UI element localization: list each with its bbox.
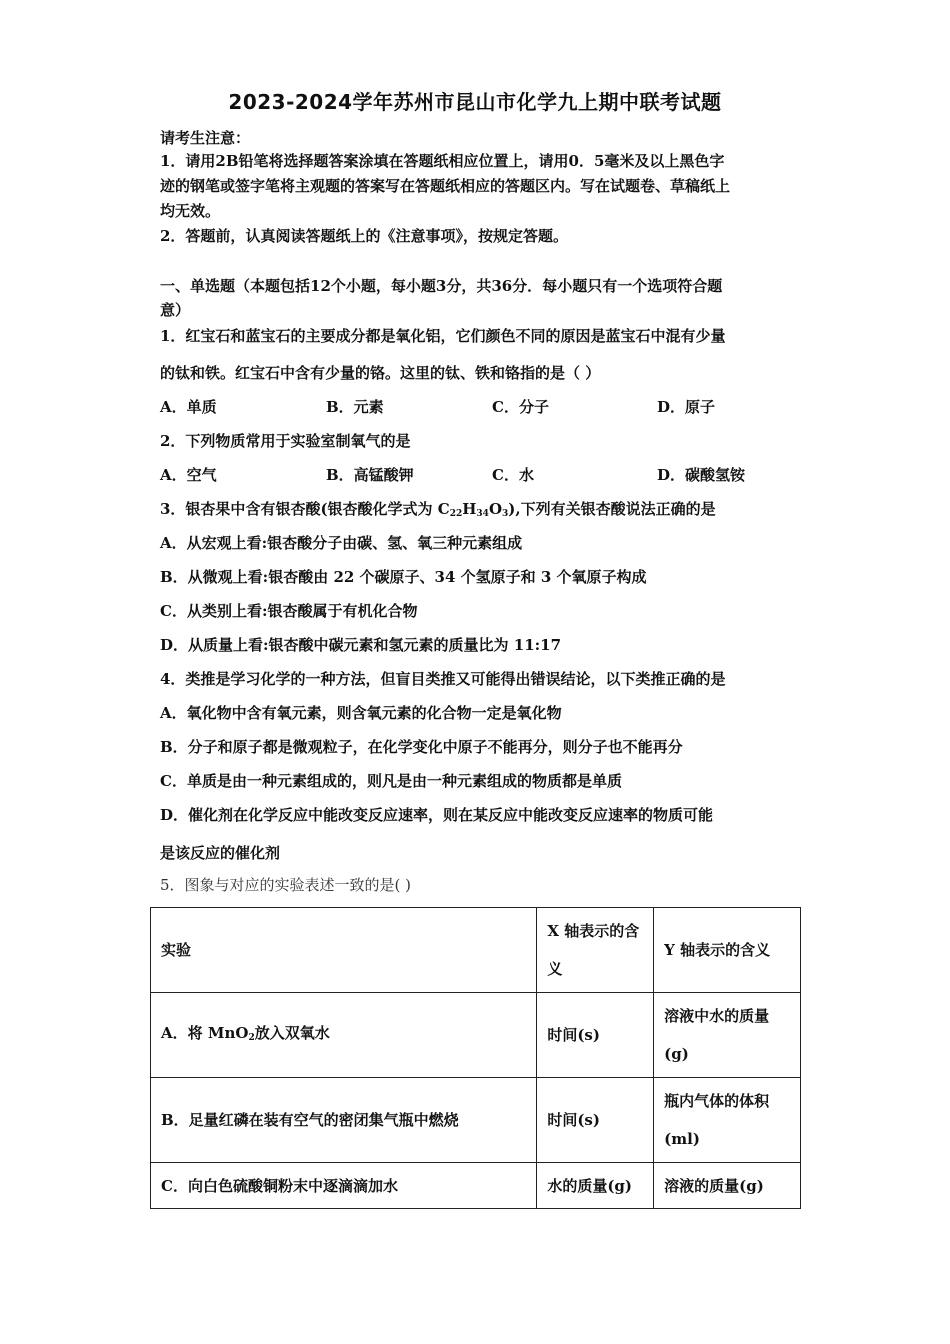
row-b-x: 时间(s) [537, 1078, 654, 1163]
q3-sub-c: 22 [449, 509, 463, 519]
notice-line-2: 迹的钢笔或签字笔将主观题的答案写在答题纸相应的答题区内。写在试题卷、草稿纸上 [160, 177, 731, 195]
row-a-x: 时间(s) [537, 993, 654, 1078]
row-c-experiment: C．向白色硫酸铜粉末中逐滴滴加水 [151, 1163, 537, 1209]
row-a-sub: 2 [248, 1032, 255, 1043]
table-row [151, 993, 801, 1078]
q1-option-a: A．单质 [160, 398, 217, 416]
q4-option-b: B．分子和原子都是微观粒子，在化学变化中原子不能再分，则分子也不能再分 [160, 738, 683, 756]
q3-stem-pre: 3．银杏果中含有银杏酸(银杏酸化学式为 C [160, 500, 450, 518]
q3-option-d: D．从质量上看:银杏酸中碳元素和氢元素的质量比为 11:17 [160, 636, 562, 654]
q3-sub-o: 3 [502, 509, 509, 519]
header-experiment: 实验 [151, 908, 537, 993]
q4-option-d: D．催化剂在化学反应中能改变反应速率，则在某反应中能改变反应速率的物质可能 [160, 806, 714, 824]
q1-stem: 1．红宝石和蓝宝石的主要成分都是氧化铝，它们颜色不同的原因是蓝宝石中混有少量 [160, 327, 726, 345]
table-row [151, 1078, 801, 1163]
q5-stem: 5．图象与对应的实验表述一致的是( ) [160, 876, 412, 894]
notice-line-1: 1．请用2B铅笔将选择题答案涂填在答题纸相应位置上，请用0．5毫米及以上黑色字 [160, 152, 725, 170]
q1-option-c: C．分子 [492, 398, 549, 416]
page-title: 2023-2024学年苏州市昆山市化学九上期中联考试题 [228, 90, 722, 114]
header-y-axis: Y 轴表示的含义 [654, 908, 801, 993]
row-b-y: 瓶内气体的体积(ml) [654, 1078, 801, 1163]
q3-sub-h: 34 [476, 509, 489, 519]
q2-option-b: B．高锰酸钾 [326, 466, 414, 484]
q2-stem: 2．下列物质常用于实验室制氧气的是 [160, 432, 411, 450]
q1-stem-cont: 的钛和铁。红宝石中含有少量的铬。这里的钛、铁和铬指的是（ ） [160, 364, 601, 382]
q2-option-c: C．水 [492, 466, 534, 484]
section-heading-cont: 意） [160, 301, 191, 319]
q4-stem: 4．类推是学习化学的一种方法，但盲目类推又可能得出错误结论，以下类推正确的是 [160, 670, 726, 688]
q1-option-d: D．原子 [657, 398, 716, 416]
section-heading: 一、单选题（本题包括12个小题，每小题3分，共36分．每小题只有一个选项符合题 [160, 277, 723, 295]
table-row [151, 1163, 801, 1209]
q3-option-c: C．从类别上看:银杏酸属于有机化合物 [160, 602, 418, 620]
q2-option-d: D．碳酸氢铵 [657, 466, 746, 484]
row-c-x: 水的质量(g) [537, 1163, 654, 1209]
q1-option-b: B．元素 [326, 398, 384, 416]
row-b-experiment: B．足量红磷在装有空气的密闭集气瓶中燃烧 [151, 1078, 537, 1163]
q3-o: O [488, 500, 503, 518]
q3-stem [160, 498, 800, 525]
q3-stem-post: ),下列有关银杏酸说法正确的是 [508, 500, 716, 518]
row-a-experiment [151, 993, 537, 1078]
row-a-pre: A．将 MnO [161, 1023, 249, 1042]
q3-h: H [462, 500, 477, 518]
row-c-y: 溶液的质量(g) [654, 1163, 801, 1209]
q4-option-d-cont: 是该反应的催化剂 [160, 844, 281, 862]
q3-option-a: A．从宏观上看:银杏酸分子由碳、氢、氧三种元素组成 [160, 534, 523, 552]
row-a-y: 溶液中水的质量(g) [654, 993, 801, 1078]
q2-option-a: A．空气 [160, 466, 217, 484]
table-header-row [151, 908, 801, 993]
q5-table [150, 907, 801, 1209]
row-a-post: 放入双氧水 [254, 1023, 330, 1042]
q3-option-b: B．从微观上看:银杏酸由 22 个碳原子、34 个氢原子和 3 个氧原子构成 [160, 568, 647, 586]
notice-heading: 请考生注意： [160, 129, 251, 147]
notice-line-4: 2．答题前，认真阅读答题纸上的《注意事项》，按规定答题。 [160, 227, 568, 245]
notice-line-3: 均无效。 [160, 202, 221, 220]
header-x-axis: X 轴表示的含义 [537, 908, 654, 993]
q4-option-a: A．氧化物中含有氧元素，则含氧元素的化合物一定是氧化物 [160, 704, 562, 722]
q4-option-c: C．单质是由一种元素组成的，则凡是由一种元素组成的物质都是单质 [160, 772, 622, 790]
